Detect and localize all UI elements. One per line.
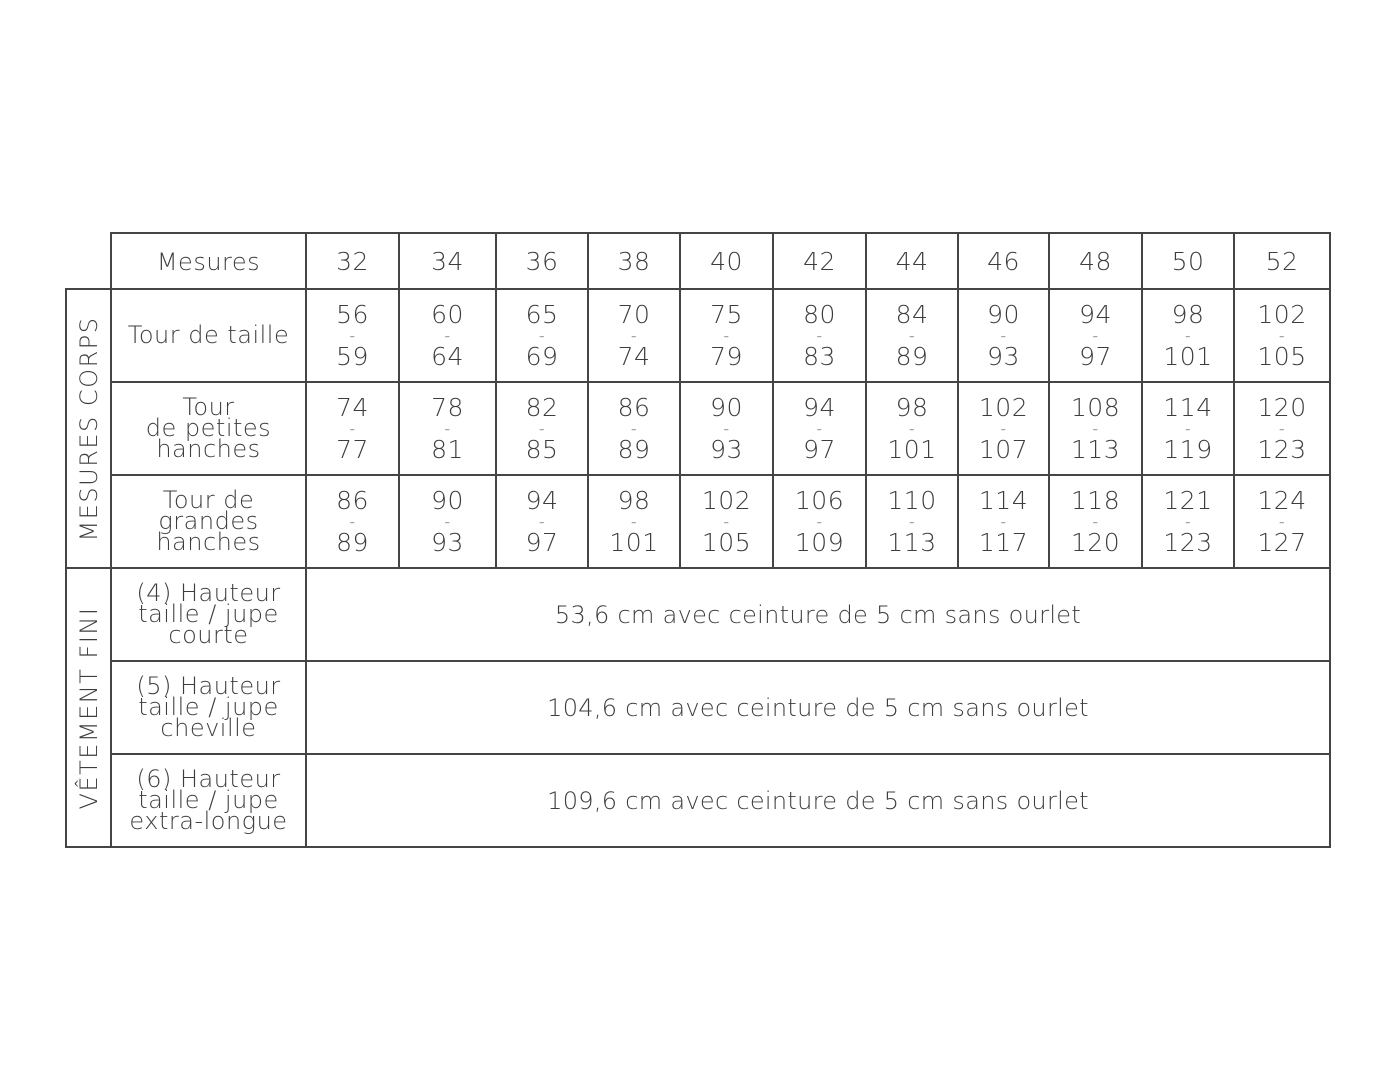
- range-separator: -: [1092, 418, 1099, 438]
- range-min: 94: [1079, 299, 1112, 329]
- range-separator: -: [538, 418, 546, 438]
- range-min: 124: [1257, 485, 1307, 515]
- size-chart-table: [65, 232, 1331, 848]
- range-min: 114: [978, 485, 1029, 515]
- measure-range: [1050, 301, 1141, 371]
- row-label-cell: [111, 661, 306, 754]
- range-min: 86: [336, 485, 369, 515]
- blank-corner: [66, 233, 111, 289]
- range-min: 78: [431, 392, 464, 422]
- range-separator: -: [1278, 511, 1286, 531]
- measure-range-cell: [1234, 475, 1330, 568]
- range-max: 123: [1257, 434, 1307, 464]
- body-measure-row: [66, 382, 1330, 475]
- measure-range-cell: [680, 289, 773, 382]
- measure-range-cell: [306, 475, 399, 568]
- measure-range-cell: [399, 475, 496, 568]
- range-separator: -: [908, 418, 916, 438]
- range-separator: -: [1184, 418, 1192, 438]
- measure-range: [400, 487, 495, 557]
- range-max: 101: [1163, 341, 1213, 371]
- row-label-line: taille / jupe: [138, 786, 279, 814]
- range-max: 123: [1163, 527, 1213, 557]
- measure-range-cell: [1142, 382, 1234, 475]
- measure-range-cell: [866, 289, 958, 382]
- measure-range: [959, 301, 1048, 371]
- range-separator: -: [538, 325, 546, 345]
- row-label-line: Tour de taille: [127, 321, 290, 349]
- size-header-cell: [588, 233, 680, 289]
- measure-range: [307, 301, 398, 371]
- range-min: 114: [1163, 392, 1213, 422]
- measure-range: [681, 301, 772, 371]
- size-header-cell: [680, 233, 773, 289]
- row-label-cell: [111, 382, 306, 475]
- group-cell-body-measures: [66, 289, 111, 568]
- finished-garment-row: [66, 568, 1330, 661]
- range-min: 121: [1163, 485, 1213, 515]
- row-label-cell: [111, 754, 306, 847]
- range-min: 80: [803, 299, 836, 329]
- measure-range: [1235, 487, 1329, 557]
- header-row: [66, 233, 1330, 289]
- range-max: 113: [887, 527, 937, 557]
- range-separator: -: [723, 418, 730, 438]
- range-max: 109: [794, 527, 845, 557]
- range-min: 65: [525, 299, 559, 329]
- row-label-line: Tour: [182, 393, 235, 421]
- size-header-cell: [399, 233, 496, 289]
- range-min: 94: [803, 392, 836, 422]
- range-max: 105: [701, 527, 752, 557]
- range-separator: -: [1278, 325, 1286, 345]
- measure-range-cell: [399, 382, 496, 475]
- range-min: 84: [895, 299, 929, 329]
- range-max: 97: [803, 434, 836, 464]
- range-min: 102: [701, 485, 752, 515]
- measure-range-cell: [306, 289, 399, 382]
- range-separator: -: [444, 511, 451, 531]
- measure-range-cell: [773, 289, 866, 382]
- range-max: 107: [978, 434, 1029, 464]
- measure-range-cell: [496, 475, 588, 568]
- measure-range-cell: [958, 289, 1049, 382]
- measure-range: [1050, 394, 1141, 464]
- measure-range: [400, 394, 495, 464]
- range-separator: -: [908, 325, 916, 345]
- measure-range: [589, 487, 679, 557]
- size-header: 36: [525, 246, 559, 276]
- range-separator: -: [349, 325, 356, 345]
- range-separator: -: [1184, 511, 1192, 531]
- range-separator: -: [1184, 325, 1192, 345]
- range-separator: -: [444, 325, 451, 345]
- measure-range: [497, 301, 587, 371]
- measure-range: [1235, 301, 1329, 371]
- range-max: 83: [803, 341, 836, 371]
- row-label-line: grandes: [158, 507, 259, 535]
- range-min: 82: [525, 392, 559, 422]
- range-min: 74: [336, 392, 369, 422]
- range-max: 101: [609, 527, 659, 557]
- size-header: 52: [1265, 246, 1299, 276]
- range-separator: -: [630, 511, 638, 531]
- measure-range: [959, 487, 1048, 557]
- size-header: 38: [617, 246, 651, 276]
- measure-range: [1143, 487, 1233, 557]
- row-label-line: Tour de: [162, 486, 255, 514]
- measure-range: [307, 394, 398, 464]
- range-max: 113: [1070, 434, 1121, 464]
- range-min: 120: [1257, 392, 1307, 422]
- group-cell-finished-garment: [66, 568, 111, 847]
- measure-range-cell: [399, 289, 496, 382]
- row-label-cell: [111, 289, 306, 382]
- row-label-text: [112, 579, 305, 649]
- row-label-line: de petites: [145, 414, 272, 442]
- group-label-finished-garment: VÊTEMENT FINI: [74, 606, 103, 809]
- measure-range: [681, 394, 772, 464]
- measure-range: [867, 394, 957, 464]
- range-max: 120: [1070, 527, 1121, 557]
- body-measure-row: [66, 475, 1330, 568]
- row-label-cell: [111, 475, 306, 568]
- range-min: 98: [617, 485, 651, 515]
- range-max: 69: [525, 341, 559, 371]
- row-label-line: (5) Hauteur: [136, 672, 281, 700]
- range-max: 93: [987, 341, 1020, 371]
- size-header-cell: [1142, 233, 1234, 289]
- measure-range: [867, 487, 957, 557]
- measure-range-cell: [773, 382, 866, 475]
- size-header: 42: [803, 246, 836, 276]
- range-max: 105: [1257, 341, 1307, 371]
- range-min: 98: [1171, 299, 1205, 329]
- finished-garment-row: [66, 754, 1330, 847]
- row-label-line: taille / jupe: [138, 693, 279, 721]
- measure-range: [497, 487, 587, 557]
- range-min: 108: [1070, 392, 1121, 422]
- row-label-line: taille / jupe: [138, 600, 279, 628]
- range-max: 59: [336, 341, 369, 371]
- range-max: 64: [431, 341, 464, 371]
- range-separator: -: [630, 418, 638, 438]
- row-label-line: (4) Hauteur: [136, 579, 281, 607]
- finished-length-value: 53,6 cm avec ceinture de 5 cm sans ourlet: [554, 601, 1082, 629]
- body-measure-row: [66, 289, 1330, 382]
- measure-range-cell: [1234, 382, 1330, 475]
- measure-range-cell: [958, 475, 1049, 568]
- size-header: 48: [1079, 246, 1112, 276]
- size-header-cell: [306, 233, 399, 289]
- row-label-text: [112, 672, 305, 742]
- size-header-cell: [496, 233, 588, 289]
- range-separator: -: [1278, 418, 1286, 438]
- measure-range: [497, 394, 587, 464]
- range-separator: -: [630, 325, 638, 345]
- range-max: 93: [710, 434, 743, 464]
- row-label-text: [112, 393, 305, 463]
- size-header: 46: [987, 246, 1020, 276]
- row-label-line: extra-longue: [129, 807, 288, 835]
- finished-length-value: 109,6 cm avec ceinture de 5 cm sans ourlet: [547, 787, 1089, 815]
- measure-range-cell: [680, 475, 773, 568]
- measure-range-cell: [958, 382, 1049, 475]
- measure-range: [400, 301, 495, 371]
- range-separator: -: [816, 325, 823, 345]
- range-separator: -: [349, 511, 356, 531]
- row-label-cell: [111, 568, 306, 661]
- measure-range-cell: [1234, 289, 1330, 382]
- range-min: 102: [1257, 299, 1307, 329]
- range-min: 90: [431, 485, 464, 515]
- finished-value-cell: [306, 754, 1330, 847]
- size-header-cell: [1234, 233, 1330, 289]
- row-label-line: cheville: [160, 714, 257, 742]
- range-min: 86: [617, 392, 651, 422]
- size-header-cell: [958, 233, 1049, 289]
- measure-range: [867, 301, 957, 371]
- range-max: 89: [895, 341, 929, 371]
- size-header: 34: [431, 246, 464, 276]
- measure-range-cell: [1049, 475, 1142, 568]
- measure-range: [307, 487, 398, 557]
- finished-value-cell: [306, 568, 1330, 661]
- finished-value-cell: [306, 661, 1330, 754]
- measure-range: [959, 394, 1048, 464]
- measure-range-cell: [1142, 289, 1234, 382]
- range-max: 74: [617, 341, 651, 371]
- row-label-text: [112, 765, 305, 835]
- measure-range-cell: [588, 382, 680, 475]
- range-max: 127: [1257, 527, 1307, 557]
- range-separator: -: [1000, 511, 1007, 531]
- size-header: 32: [336, 246, 369, 276]
- size-header-cell: [773, 233, 866, 289]
- range-separator: -: [349, 418, 356, 438]
- measure-range-cell: [496, 289, 588, 382]
- range-max: 93: [431, 527, 464, 557]
- size-header-cell: [866, 233, 958, 289]
- range-max: 79: [710, 341, 743, 371]
- range-max: 81: [431, 434, 464, 464]
- row-label-text: [112, 321, 305, 349]
- range-separator: -: [1000, 418, 1007, 438]
- measure-range: [681, 487, 772, 557]
- range-separator: -: [538, 511, 546, 531]
- measure-range-cell: [588, 289, 680, 382]
- measure-range-cell: [866, 475, 958, 568]
- range-max: 89: [336, 527, 369, 557]
- measures-header-label: Mesures: [156, 247, 261, 276]
- range-max: 85: [525, 434, 559, 464]
- range-min: 118: [1070, 485, 1121, 515]
- group-label-body-measures: MESURES CORPS: [74, 316, 103, 541]
- measure-range: [774, 394, 865, 464]
- range-min: 110: [887, 485, 937, 515]
- range-max: 89: [617, 434, 651, 464]
- measure-range-cell: [1142, 475, 1234, 568]
- row-label-text: [112, 486, 305, 556]
- measure-range-cell: [866, 382, 958, 475]
- size-header: 50: [1171, 246, 1205, 276]
- measure-range-cell: [773, 475, 866, 568]
- range-min: 90: [710, 392, 743, 422]
- finished-length-value: 104,6 cm avec ceinture de 5 cm sans ourlet: [547, 694, 1089, 722]
- range-max: 101: [887, 434, 937, 464]
- measure-range: [774, 487, 865, 557]
- range-separator: -: [723, 511, 730, 531]
- measure-range: [1143, 301, 1233, 371]
- measure-range: [589, 394, 679, 464]
- range-separator: -: [723, 325, 730, 345]
- range-min: 56: [336, 299, 369, 329]
- size-header-cell: [1049, 233, 1142, 289]
- measure-range: [774, 301, 865, 371]
- range-min: 94: [525, 485, 559, 515]
- range-min: 75: [710, 299, 743, 329]
- range-min: 98: [895, 392, 929, 422]
- finished-garment-row: [66, 661, 1330, 754]
- row-label-line: hanches: [156, 435, 261, 463]
- measure-range-cell: [588, 475, 680, 568]
- range-max: 77: [336, 434, 369, 464]
- range-max: 119: [1163, 434, 1213, 464]
- measure-range: [1050, 487, 1141, 557]
- measure-range-cell: [680, 382, 773, 475]
- range-separator: -: [1092, 511, 1099, 531]
- range-separator: -: [1000, 325, 1007, 345]
- row-label-line: courte: [168, 621, 249, 649]
- measures-header-cell: [111, 233, 306, 289]
- range-separator: -: [816, 511, 823, 531]
- measure-range-cell: [306, 382, 399, 475]
- measure-range: [1235, 394, 1329, 464]
- range-min: 102: [978, 392, 1029, 422]
- range-max: 97: [1079, 341, 1112, 371]
- measure-range-cell: [1049, 289, 1142, 382]
- measure-range-cell: [496, 382, 588, 475]
- range-min: 60: [431, 299, 464, 329]
- range-separator: -: [444, 418, 451, 438]
- size-header: 44: [895, 246, 929, 276]
- row-label-line: hanches: [156, 528, 261, 556]
- range-separator: -: [908, 511, 916, 531]
- range-min: 106: [794, 485, 845, 515]
- measure-range: [589, 301, 679, 371]
- range-max: 117: [978, 527, 1029, 557]
- range-min: 90: [987, 299, 1020, 329]
- measure-range-cell: [1049, 382, 1142, 475]
- range-separator: -: [1092, 325, 1099, 345]
- range-separator: -: [816, 418, 823, 438]
- row-label-line: (6) Hauteur: [136, 765, 281, 793]
- range-max: 97: [525, 527, 559, 557]
- range-min: 70: [617, 299, 651, 329]
- size-header: 40: [710, 246, 743, 276]
- measure-range: [1143, 394, 1233, 464]
